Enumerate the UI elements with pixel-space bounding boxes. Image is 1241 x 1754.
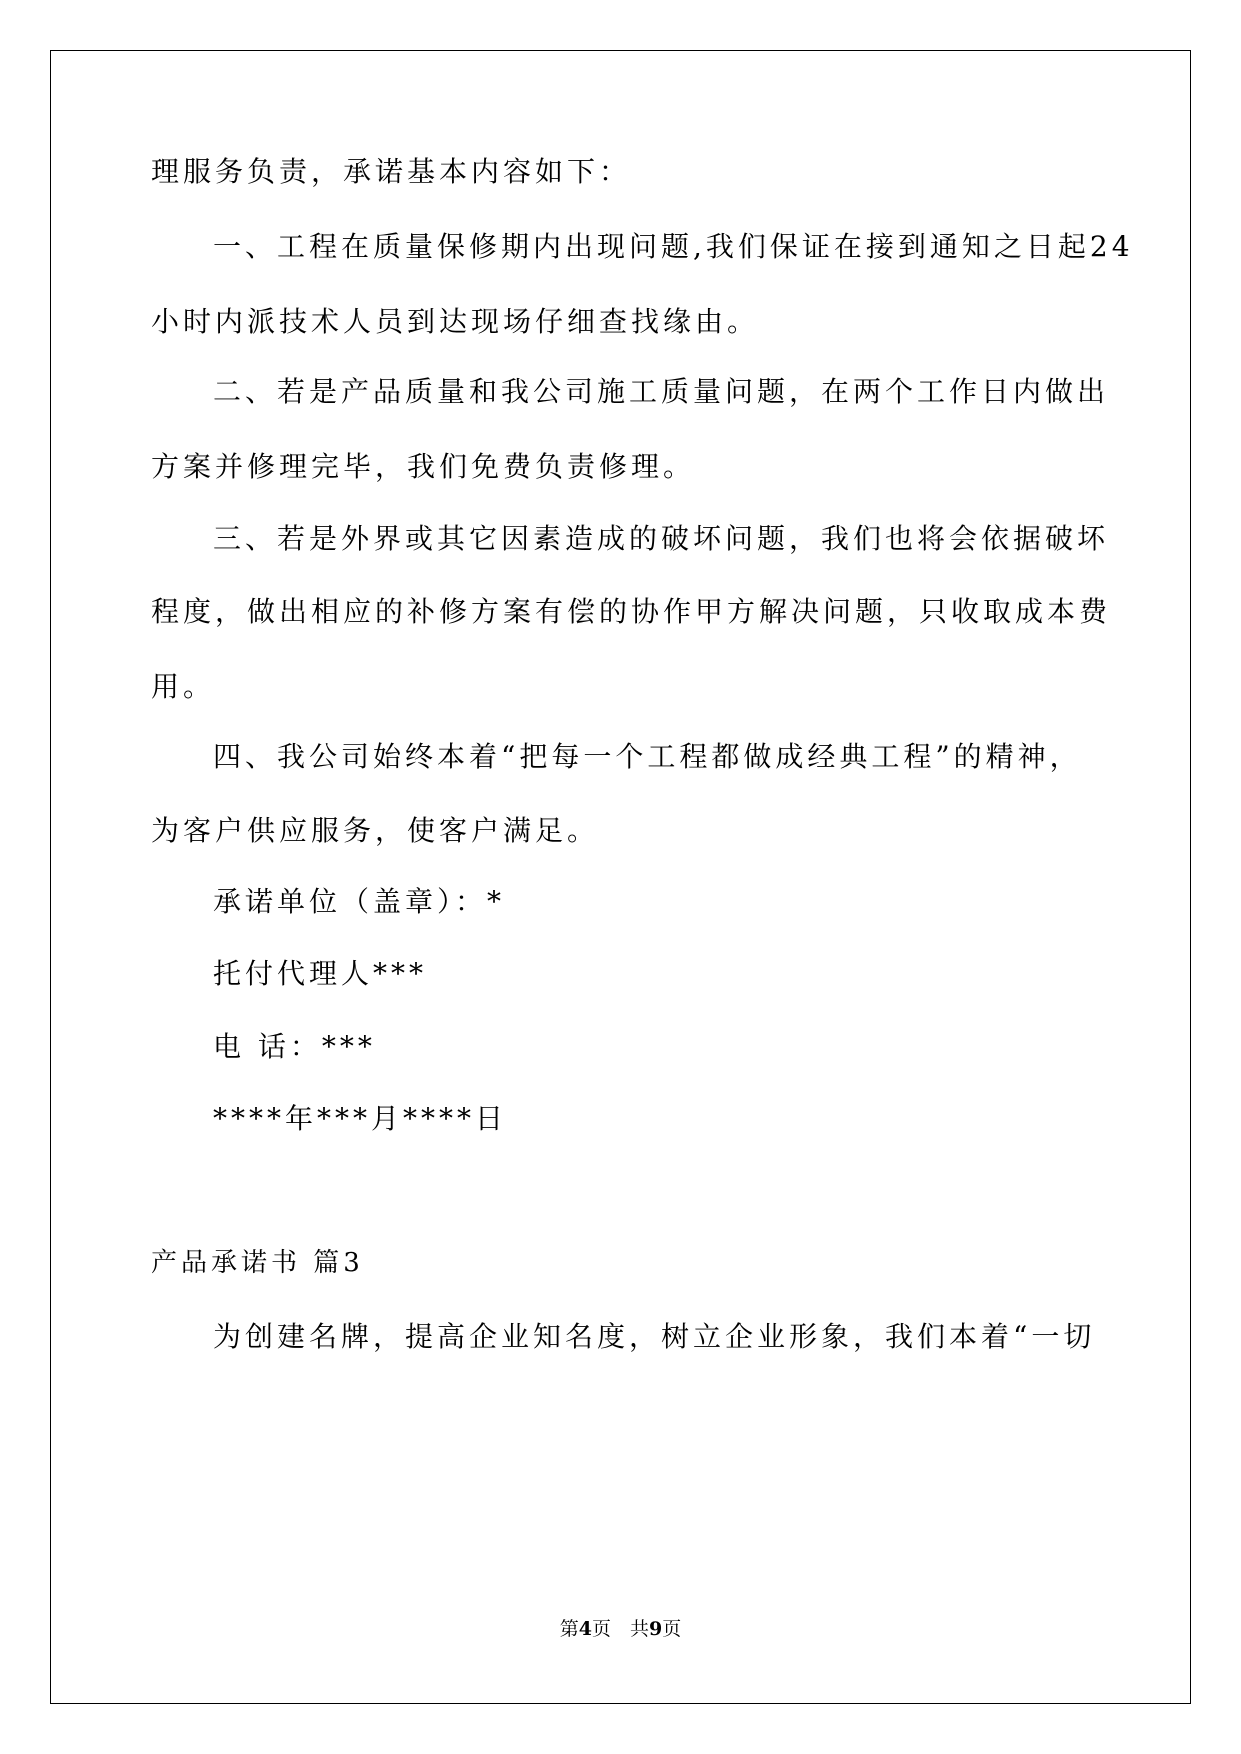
signature-agent: 托付代理人*** [213,957,428,990]
footer-current-page: 4 [578,1618,592,1640]
signature-phone: 电 话：*** [213,1030,376,1063]
footer-suffix: 页 [662,1618,682,1640]
text-line: 四、我公司始终本着“把每一个工程都做成经典工程”的精神， [213,740,1082,773]
text-line: 三、若是外界或其它因素造成的破坏问题，我们也将会依据破坏 [213,522,1110,555]
text-line: 一、工程在质量保修期内出现问题,我们保证在接到通知之日起24 [213,230,1134,263]
signature-date: ****年***月****日 [213,1102,508,1135]
footer-middle: 页 共 [591,1618,649,1640]
text-line: 用。 [151,670,216,703]
text-line: 理服务负责，承诺基本内容如下： [151,155,632,188]
text-line: 为客户供应服务，使客户满足。 [151,814,600,847]
text-line: 程度，做出相应的补修方案有偿的协作甲方解决问题，只收取成本费 [151,595,1112,628]
text-line: 为创建名牌，提高企业知名度，树立企业形象，我们本着“一切 [213,1320,1096,1353]
text-line: 方案并修理完毕，我们免费负责修理。 [151,450,696,483]
page-frame [50,50,1191,1704]
text-line: 二、若是产品质量和我公司施工质量问题，在两个工作日内做出 [213,375,1110,408]
section-heading: 产品承诺书 篇3 [151,1248,364,1278]
footer-prefix: 第 [559,1618,579,1640]
text-line: 小时内派技术人员到达现场仔细查找缘由。 [151,305,760,338]
footer-total-pages: 9 [649,1618,663,1640]
signature-unit: 承诺单位（盖章）：* [213,885,506,918]
page-footer [0,1620,1241,1639]
